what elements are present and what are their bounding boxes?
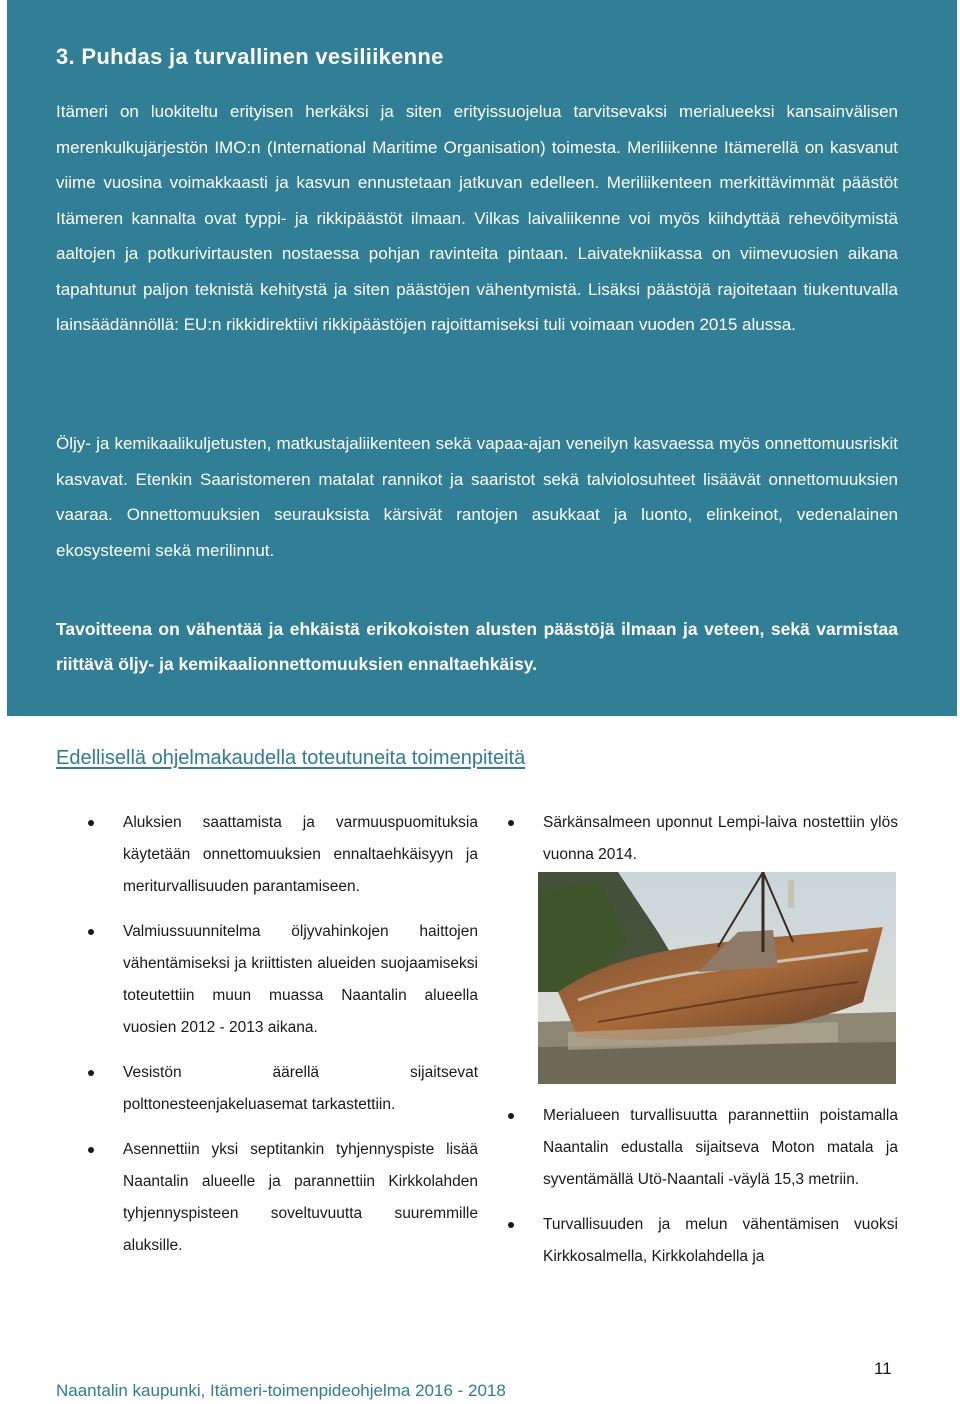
footer-text: Naantalin kaupunki, Itämeri-toimenpideohjelma 2016 - 2018 [56, 1381, 506, 1400]
list-item [508, 807, 898, 871]
bullet-icon [508, 820, 514, 826]
goal-statement: Tavoitteena on vähentää ja ehkäistä erikokoisten alusten päästöjä ilmaan ja veteen, sekä varmistaa riittävä öljy- ja kemikaalionnettomuuksien ennaltaehkäisy. [56, 619, 898, 674]
measures-list-right-bottom [508, 1100, 898, 1286]
list-item-text: Valmiussuunnitelma öljyvahinkojen haittojen vähentämiseksi ja kriittisten alueiden suojaamiseksi toteutettiin muun muassa Naantalin alueella vuosien 2012 - 2013 aikana. [123, 923, 478, 1036]
section-heading: 3. Puhdas ja turvallinen vesiliikenne [56, 44, 444, 69]
bullet-icon [508, 1222, 514, 1228]
list-item [508, 1209, 898, 1273]
bullet-icon [508, 1113, 514, 1119]
list-item-text: Merialueen turvallisuutta parannettiin poistamalla Naantalin edustalla sijaitseva Moton matala ja syventämällä Utö-Naantali -väylä 15,3 metriin. [543, 1107, 898, 1188]
list-item-text: Asennettiin yksi septitankin tyhjennyspiste lisää Naantalin alueelle ja parannettiin Kirkkolahden tyhjennyspisteen soveltuvuutta suuremmille aluksille. [123, 1141, 478, 1254]
list-item-text: Särkänsalmeen uponnut Lempi-laiva nostettiin ylös vuonna 2014. [543, 814, 898, 863]
list-item [88, 916, 478, 1044]
ship-photo [538, 872, 896, 1084]
bullet-icon [88, 1147, 94, 1153]
measures-list-left [88, 807, 478, 1275]
highlight-box [7, 0, 957, 716]
risk-paragraph: Öljy- ja kemikaalikuljetusten, matkustajaliikenteen sekä vapaa-ajan veneilyn kasvaessa myös onnettomuusriskit kasvavat. Etenkin Saaristomeren matalat rannikot ja saaristot sekä talviolosuhteet lisäävät onnettomuuksien vaaraa. Onnettomuuksien seurauksista kärsivät rantojen asukkaat ja luonto, elinkeinot, vedenalainen ekosysteemi sekä merilinnut. [56, 434, 898, 560]
intro-paragraph: Itämeri on luokiteltu erityisen herkäksi ja siten erityissuojelua tarvitsevaksi merialueeksi kansainvälisen merenkulkujärjestön IMO:n (International Maritime Organisation) toimesta. Meriliikenne Itämerellä on kasvanut viime vuosina voimakkaasti ja kasvun ennustetaan jatkuvan edelleen. Meriliikenteen merkittävimmät päästöt Itämeren kannalta ovat typpi- ja rikkipäästöt ilmaan. Vilkas laivaliikenne voi myös kiihdyttää rehevöitymistä aaltojen ja potkurivirtausten nostaessa pohjan ravinteita pintaan. Laivatekniikassa on viimevuosien aikana tapahtunut paljon teknistä kehitystä ja siten päästöjen vähentymistä. Lisäksi päästöjä rajoitetaan tiukentuvalla lainsäädännöllä: EU:n rikkidirektiivi rikkipäästöjen rajoittamiseksi tuli voimaan vuoden 2015 alussa. [56, 102, 898, 334]
list-item [88, 1134, 478, 1262]
list-item [508, 1100, 898, 1196]
list-item-text: Turvallisuuden ja melun vähentämisen vuoksi Kirkkosalmella, Kirkkolahdella ja [543, 1216, 898, 1265]
list-item-text: Vesistön äärellä sijaitsevat polttonesteenjakeluasemat tarkastettiin. [123, 1064, 478, 1113]
list-item [88, 807, 478, 903]
list-item-text: Aluksien saattamista ja varmuuspuomituksia käytetään onnettomuuksien ennaltaehkäisyyn ja meriturvallisuuden parantamiseen. [123, 814, 478, 895]
bullet-icon [88, 1070, 94, 1076]
page-number: 11 [874, 1359, 892, 1378]
bullet-icon [88, 929, 94, 935]
list-item [88, 1057, 478, 1121]
measures-heading: Edellisellä ohjelmakaudella toteutuneita toimenpiteitä [56, 747, 526, 769]
measures-list-right-top [508, 807, 898, 871]
bullet-icon [88, 820, 94, 826]
